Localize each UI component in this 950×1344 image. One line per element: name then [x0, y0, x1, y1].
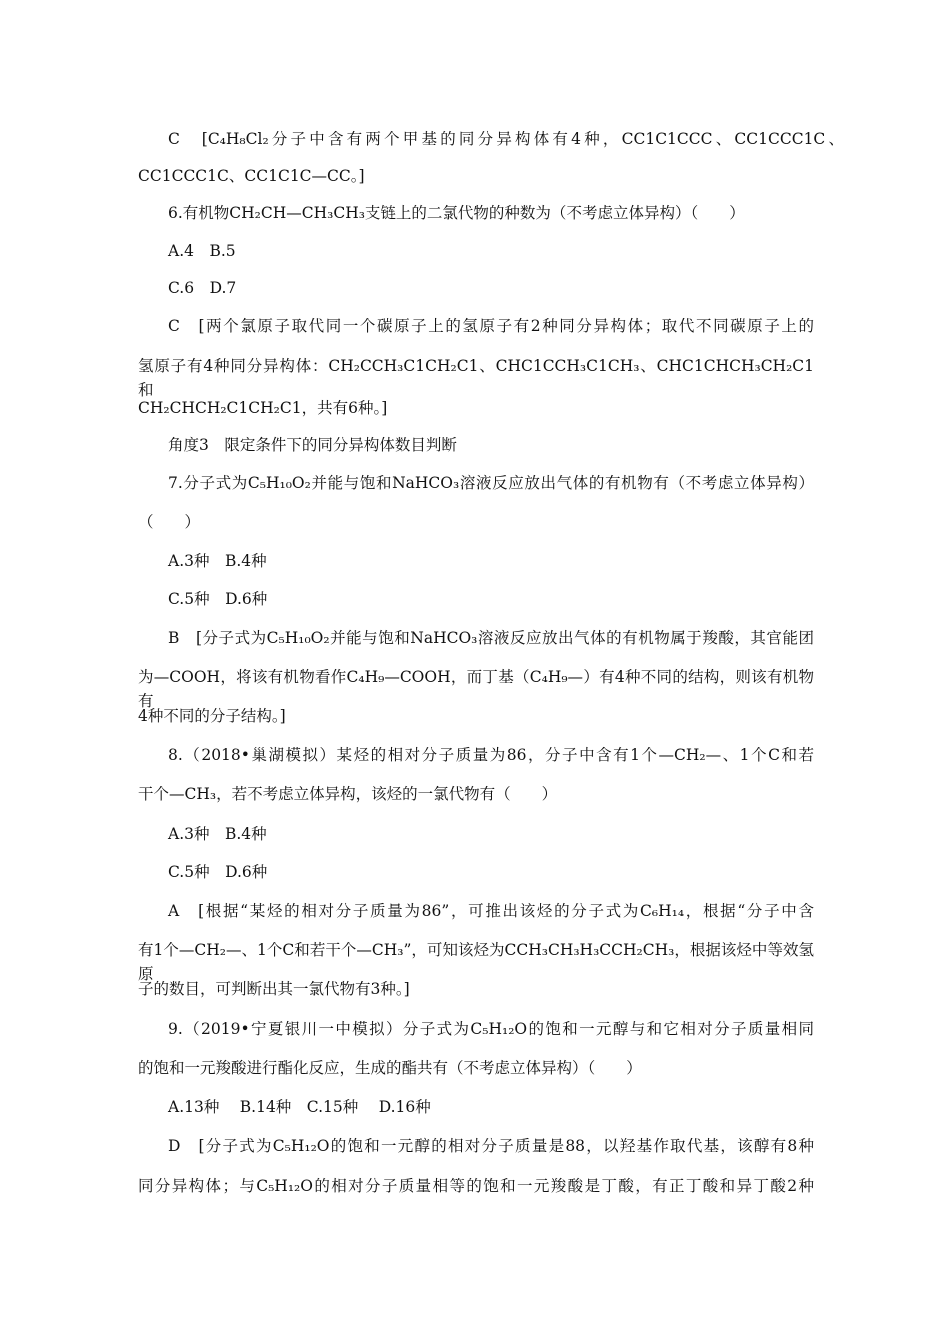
option-line: A.4 B.5 [168, 242, 236, 260]
option-line: A.3种 B.4种 [168, 825, 267, 843]
text-line: 同分异构体；与C₅H₁₂O的相对分子质量相等的饱和一元羧酸是丁酸，有正丁酸和异丁酸2种 [138, 1177, 814, 1195]
question-line: 6.有机物CH₂CH—CH₃CH₃支链上的二氯代物的种数为（不考虑立体异构）（ ） [168, 204, 745, 222]
option-line: A.13种 B.14种 C.15种 D.16种 [168, 1098, 431, 1116]
answer-line: A [根据“某烃的相对分子质量为86”，可推出该烃的分子式为C₆H₁₄，根据“分子中含 [168, 902, 814, 920]
answer-line: C [C₄H₈Cl₂分子中含有两个甲基的同分异构体有4种，CC1C1CCC、CC1CCC1C、 [168, 130, 844, 148]
text-line: 氢原子有4种同分异构体：CH₂CCH₃C1CH₂C1、CHC1CCH₃C1CH₃、CHC1CHCH₃CH₂C1和 [138, 357, 814, 399]
text-line: （ ） [138, 513, 201, 531]
text-line: 有1个—CH₂—、1个C和若干个—CH₃”，可知该烃为CCH₃CH₃H₃CCH₂CH₃，根据该烃中等效氢原 [138, 941, 814, 983]
text-line: 的饱和一元羧酸进行酯化反应，生成的酯共有（不考虑立体异构）（ ） [138, 1059, 642, 1077]
question-line: 9.（2019•宁夏银川一中模拟）分子式为C₅H₁₂O的饱和一元醇与和它相对分子质量相同 [168, 1020, 814, 1038]
question-line: 8.（2018•巢湖模拟）某烃的相对分子质量为86，分子中含有1个—CH₂—、1个C和若 [168, 746, 814, 764]
section-heading: 角度3 限定条件下的同分异构体数目判断 [168, 436, 457, 454]
text-line: 干个—CH₃，若不考虑立体异构，该烃的一氯代物有（ ） [138, 785, 558, 803]
text-line: CC1CCC1C、CC1C1C—CC。] [138, 167, 365, 185]
option-line: C.6 D.7 [168, 279, 237, 297]
option-line: C.5种 D.6种 [168, 590, 268, 608]
answer-line: D [分子式为C₅H₁₂O的饱和一元醇的相对分子质量是88，以羟基作取代基，该醇有8种 [168, 1137, 814, 1155]
text-line: 为—COOH，将该有机物看作C₄H₉—COOH，而丁基（C₄H₉—）有4种不同的结构，则该有机物有 [138, 668, 814, 710]
answer-line: C [两个氯原子取代同一个碳原子上的氢原子有2种同分异构体；取代不同碳原子上的 [168, 317, 814, 335]
text-line: 子的数目，可判断出其一氯代物有3种。] [138, 980, 410, 998]
text-line: 4种不同的分子结构。] [138, 707, 286, 725]
answer-line: B [分子式为C₅H₁₀O₂并能与饱和NaHCO₃溶液反应放出气体的有机物属于羧酸，其官能团 [168, 629, 814, 647]
question-line: 7.分子式为C₅H₁₀O₂并能与饱和NaHCO₃溶液反应放出气体的有机物有（不考虑立体异构） [168, 474, 814, 492]
option-line: C.5种 D.6种 [168, 863, 268, 881]
option-line: A.3种 B.4种 [168, 552, 267, 570]
text-line: CH₂CHCH₂C1CH₂C1，共有6种。] [138, 399, 388, 417]
